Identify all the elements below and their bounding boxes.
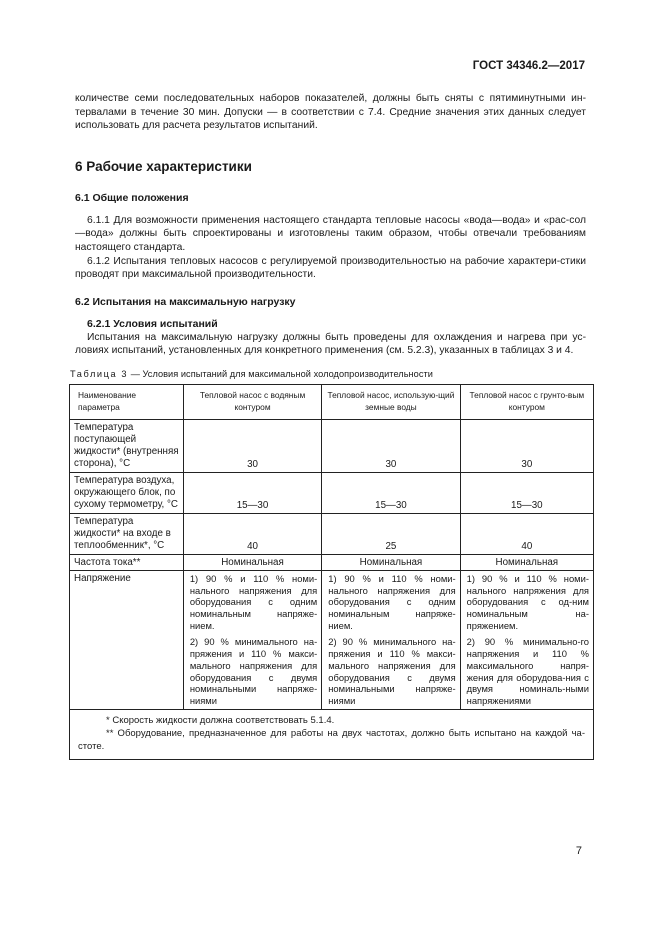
header-water-loop: Тепловой насос с водяным контуром bbox=[183, 384, 321, 419]
row-value: 15—30 bbox=[460, 472, 593, 513]
voltage-item-1: 1) 90 % и 110 % номи-нального напряжения для оборудования с одним номинальным напряже-нием. bbox=[189, 572, 318, 631]
section-6-1-title: 6.1 Общие положения bbox=[75, 191, 189, 204]
voltage-item-1: 1) 90 % и 110 % номи-нального напряжения для оборудования с од-ним номинальным на-пряжением. bbox=[466, 572, 589, 631]
header-ground-water: Тепловой насос, использую-щий земные воды bbox=[322, 384, 460, 419]
row-value: Номинальная bbox=[183, 554, 321, 570]
paragraph-6-1-2: 6.1.2 Испытания тепловых насосов с регулируемой производительностью на рабочие характери-стики проводят при максимальной производительности. bbox=[75, 255, 586, 281]
table-caption-text: — Условия испытаний для максимальной холодопроизводительности bbox=[128, 368, 433, 379]
row-value: 30 bbox=[322, 419, 460, 472]
row-param: Частота тока** bbox=[70, 554, 184, 570]
row-value: 30 bbox=[460, 419, 593, 472]
table-header-row bbox=[70, 384, 594, 419]
page-number: 7 bbox=[575, 845, 582, 857]
voltage-cell-ground-water bbox=[322, 570, 460, 709]
row-param: Температура поступающей жидкости* (внутренняя сторона), °С bbox=[70, 419, 184, 472]
section-6-2-title: 6.2 Испытания на максимальную нагрузку bbox=[75, 295, 296, 308]
table-notes bbox=[70, 709, 594, 759]
row-value: 15—30 bbox=[322, 472, 460, 513]
table-row-voltage bbox=[70, 570, 594, 709]
row-value: Номинальная bbox=[460, 554, 593, 570]
row-value: 25 bbox=[322, 513, 460, 554]
row-value: 30 bbox=[183, 419, 321, 472]
section-6-2-1-title: 6.2.1 Условия испытаний bbox=[87, 317, 218, 330]
header-ground-loop: Тепловой насос с грунто-вым контуром bbox=[460, 384, 593, 419]
section-6-title: 6 Рабочие характеристики bbox=[75, 158, 252, 174]
voltage-cell-water-loop bbox=[183, 570, 321, 709]
intro-paragraph: количестве семи последовательных наборов показателей, должны быть сняты с пятиминутными ин-тервалами в течение 30 мин. Допуски — в соответствии с 7.4. Средние значения этих данных следует использовать для расчета результатов испытаний. bbox=[75, 93, 586, 132]
row-value: 40 bbox=[460, 513, 593, 554]
voltage-item-1: 1) 90 % и 110 % номи-нального напряжения для оборудования с одним номинальным напряже-нием. bbox=[328, 572, 456, 631]
paragraph-6-1-1: 6.1.1 Для возможности применения настоящего стандарта тепловые насосы «вода—вода» и «рас-сол—вода» должны быть спроектированы и изготовлены таким образом, чтобы отвечали требованиям настоящего стандарта. bbox=[75, 214, 586, 253]
row-value: Номинальная bbox=[322, 554, 460, 570]
paragraph-6-2-1: Испытания на максимальную нагрузку должны быть проведены для охлаждения и нагрева при ус-ловиях испытаний, установленных для конкретного применения (см. 5.2.3), указанных в таблицах 3 и 4. bbox=[75, 331, 586, 357]
table-caption bbox=[70, 369, 586, 379]
table-note-2: ** Оборудование, предназначенное для работы на двух частотах, должно быть испытано на каждой ча-стоте. bbox=[78, 727, 585, 752]
table-3 bbox=[69, 384, 594, 760]
standard-id: ГОСТ 34346.2—2017 bbox=[472, 60, 585, 72]
table-row bbox=[70, 472, 594, 513]
voltage-cell-ground-loop bbox=[460, 570, 593, 709]
row-value: 40 bbox=[183, 513, 321, 554]
table-row bbox=[70, 554, 594, 570]
voltage-item-2: 2) 90 % минимального на-пряжения и 110 % макси-мального напряжения для оборудования с двумя номинальными напряже-ниями bbox=[328, 636, 456, 706]
row-value: 15—30 bbox=[183, 472, 321, 513]
table-notes-row bbox=[70, 709, 594, 759]
page-content bbox=[70, 92, 589, 760]
table-row bbox=[70, 419, 594, 472]
table-note-1: * Скорость жидкости должна соответствовать 5.1.4. bbox=[106, 714, 335, 726]
header-parameter: Наименование параметра bbox=[70, 384, 184, 419]
row-param: Напряжение bbox=[70, 570, 184, 709]
voltage-item-2: 2) 90 % минимального на-пряжения и 110 % макси-мального напряжения для оборудования с двумя номинальными напряже-ниями bbox=[189, 636, 318, 706]
row-param: Температура жидкости* на входе в теплообменник*, °С bbox=[70, 513, 184, 554]
voltage-item-2: 2) 90 % минимально-го напряжения и 110 % максимального напря-жения для оборудова-ния с двумя номиналь-ными напряжениями bbox=[466, 636, 589, 706]
table-caption-label: Таблица 3 bbox=[70, 368, 129, 379]
table-row bbox=[70, 513, 594, 554]
row-param: Температура воздуха, окружающего блок, по сухому термометру, °С bbox=[70, 472, 184, 513]
